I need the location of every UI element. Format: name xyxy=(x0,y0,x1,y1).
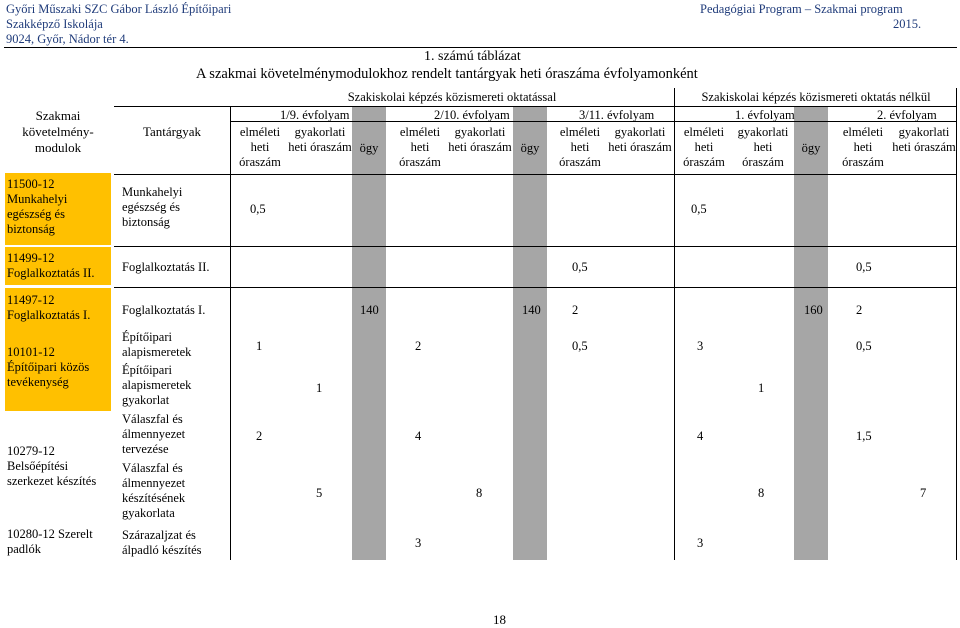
subject-workplace-safety: Munkahelyi egészség és biztonság xyxy=(122,185,183,229)
theory-header: elméleti heti óraszám xyxy=(239,125,281,169)
year-3-11: 3/11. évfolyam xyxy=(579,108,655,122)
value-cell: 1 xyxy=(316,381,323,395)
subject-employment-2: Foglalkoztatás II. xyxy=(122,260,210,274)
subject-dry-screed: Szárazaljzat és álpadló készítés xyxy=(122,528,202,557)
module-11500: 11500-12 Munkahelyi egészség és biztonság xyxy=(7,177,68,236)
year-1-9: 1/9. évfolyam xyxy=(280,108,350,122)
grid-line xyxy=(230,106,231,560)
value-cell: 8 xyxy=(476,486,483,500)
theory-header: elméleti heti óraszám xyxy=(399,125,441,169)
value-cell: 2 xyxy=(415,339,422,353)
subject-construction-basics-practice: Építőipari alapismeretek gyakorlat xyxy=(122,363,192,407)
subject-partition-practice: Válaszfal és álmennyezet készítésének gyakorlata xyxy=(122,461,186,520)
header-modules: Szakmai követelmény-modulok xyxy=(22,108,94,155)
value-cell: 2 xyxy=(856,303,863,317)
school-name-line1: Győri Műszaki SZC Gábor László Építőipari xyxy=(6,2,232,16)
year-1: 1. évfolyam xyxy=(735,108,795,122)
group-with-general: Szakiskolai képzés közismereti oktatással xyxy=(347,90,557,104)
value-cell: 140 xyxy=(360,303,379,317)
grid-line xyxy=(114,287,957,288)
header-rule xyxy=(4,47,957,48)
ogy-header: ögy xyxy=(359,141,379,155)
practice-header: gyakorlati heti óraszám xyxy=(448,125,512,154)
module-10279: 10279-12 Belsőépítési szerkezet készítés xyxy=(7,444,97,488)
value-cell: 0,5 xyxy=(572,260,588,274)
value-cell: 3 xyxy=(697,339,704,353)
practice-header: gyakorlati heti óraszám xyxy=(288,125,352,154)
value-cell: 0,5 xyxy=(856,339,872,353)
value-cell: 140 xyxy=(522,303,541,317)
module-10280: 10280-12 Szerelt padlók xyxy=(7,527,93,556)
value-cell: 2 xyxy=(572,303,579,317)
ogy-header: ögy xyxy=(801,141,821,155)
grid-line xyxy=(114,106,957,107)
value-cell: 7 xyxy=(920,486,927,500)
year-2-10: 2/10. évfolyam xyxy=(434,108,510,122)
practice-header: gyakorlati heti óraszám xyxy=(608,125,672,154)
practice-header: gyakorlati heti óraszám xyxy=(737,125,789,169)
grid-line xyxy=(114,246,957,247)
value-cell: 0,5 xyxy=(250,202,266,216)
page-number: 18 xyxy=(493,612,506,627)
group-without-general: Szakiskolai képzés közismereti oktatás nélkül xyxy=(701,90,931,104)
grid-line xyxy=(674,88,675,560)
year-2: 2. évfolyam xyxy=(877,108,937,122)
value-cell: 4 xyxy=(415,429,422,443)
grid-line xyxy=(956,88,957,560)
module-11497: 11497-12 Foglalkoztatás I. xyxy=(7,293,91,322)
value-cell: 3 xyxy=(415,536,422,550)
module-10101: 10101-12 Építőipari közös tevékenység xyxy=(7,345,90,389)
subject-partition-design: Válaszfal és álmennyezet tervezése xyxy=(122,412,186,456)
value-cell: 0,5 xyxy=(856,260,872,274)
theory-header: elméleti heti óraszám xyxy=(842,125,884,169)
school-address: 9024, Győr, Nádor tér 4. xyxy=(6,32,129,46)
value-cell: 3 xyxy=(697,536,704,550)
value-cell: 1,5 xyxy=(856,429,872,443)
value-cell: 5 xyxy=(316,486,323,500)
subject-construction-basics: Építőipari alapismeretek xyxy=(122,330,192,359)
value-cell: 160 xyxy=(804,303,823,317)
value-cell: 0,5 xyxy=(572,339,588,353)
school-name-line2: Szakképző Iskolája xyxy=(6,17,103,31)
program-year: 2015. xyxy=(893,17,922,31)
ogy-header: ögy xyxy=(520,141,540,155)
theory-header: elméleti heti óraszám xyxy=(559,125,601,169)
program-title: Pedagógiai Program – Szakmai program xyxy=(700,2,903,16)
practice-header: gyakorlati heti óraszám xyxy=(892,125,956,154)
value-cell: 1 xyxy=(256,339,263,353)
module-11499: 11499-12 Foglalkoztatás II. xyxy=(7,251,95,280)
grid-line xyxy=(114,174,957,175)
subject-employment-1: Foglalkoztatás I. xyxy=(122,303,206,317)
value-cell: 8 xyxy=(758,486,765,500)
table-number: 1. számú táblázat xyxy=(424,49,521,64)
value-cell: 4 xyxy=(697,429,704,443)
table-title: A szakmai követelménymodulokhoz rendelt tantárgyak heti óraszáma évfolyamonként xyxy=(196,66,698,82)
header-subjects: Tantárgyak xyxy=(142,124,202,139)
value-cell: 0,5 xyxy=(691,202,707,216)
value-cell: 1 xyxy=(758,381,765,395)
value-cell: 2 xyxy=(256,429,263,443)
theory-header: elméleti heti óraszám xyxy=(683,125,725,169)
